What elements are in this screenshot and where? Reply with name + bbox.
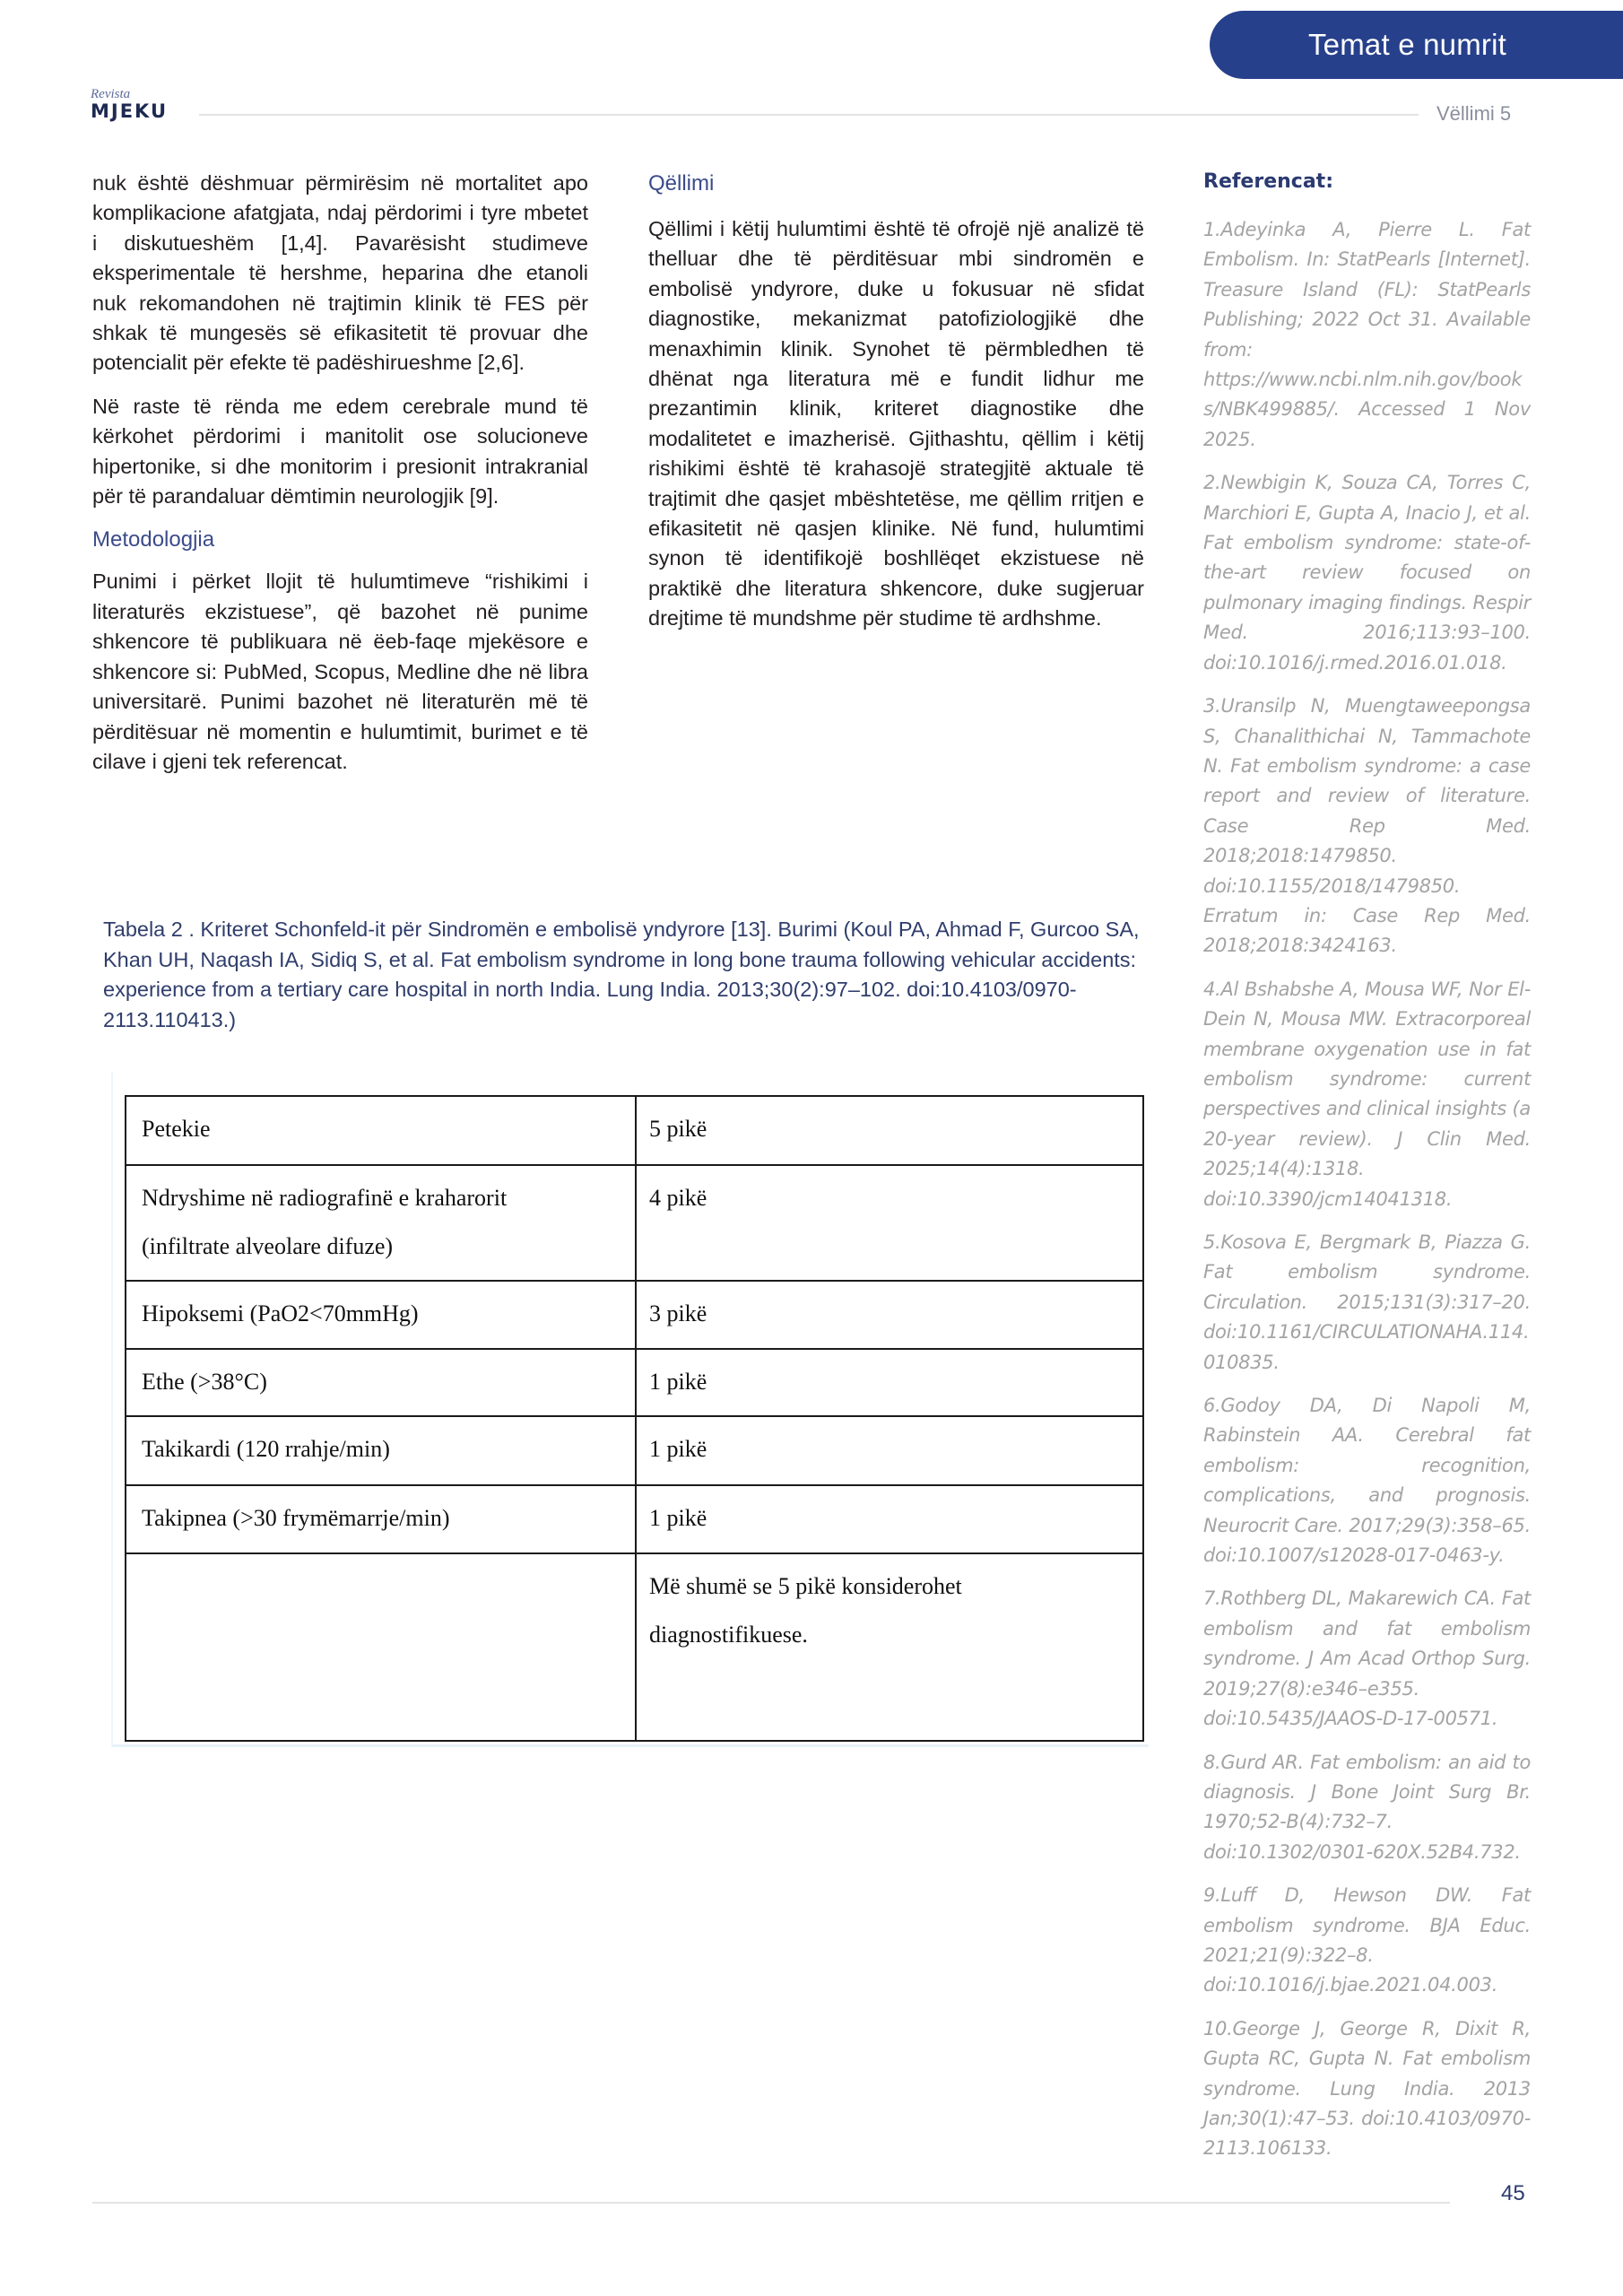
reference-item: 9.Luff D, Hewson DW. Fat embolism syndrome. BJA Educ. 2021;21(9):322–8. doi:10.1016/j.bjae.2021.04.003.: [1203, 1884, 1531, 1996]
paragraph: Qëllimi i këtij hulumtimi është të ofrojë një analizë të thelluar dhe të përditësuar mbi sindromën e embolisë yndyrore, duke u fokusuar në sfidat diagnostike, mekanizmat patofiziologjikë dhe menaxhimin klinik. Synohet të përmbledhen të dhënat nga literatura më e fundit lidhur me prezantimin klinik, kriteret diagnostike dhe modalitetet e imazherisë. Gjithashtu, qëllim i këtij rishikimi është të krahasojë strategjitë aktuale të trajtimit dhe qasjet mbështetëse, me qëllim rritjen e efikasitetit në qasjen klinike. Në fund, hulumtimi synon të identifikojë boshllëqet ekzistuese në praktikë dhe literatura shkencore, duke sugjeruar drejtime të mundshme për studime të ardhshme.: [648, 217, 1144, 631]
criterion-cell: [126, 1485, 636, 1553]
table-row: [126, 1416, 1143, 1485]
reference-item: 8.Gurd AR. Fat embolism: an aid to diagnosis. J Bone Joint Surg Br. 1970;52-B(4):732–7. doi:10.1302/0301-620X.52B4.732.: [1203, 1751, 1531, 1863]
criterion-cell: [126, 1416, 636, 1485]
table-row: [126, 1165, 1143, 1281]
criterion-cell: [126, 1349, 636, 1416]
logo-title: MJEKU: [91, 100, 169, 122]
paragraph: Punimi i përket llojit të hulumtimeve “rishikimi i literaturës ekzistuese”, që bazohet në punime shkencore të publikuara në ëeb-faqe mjekësore e shkencore si: PubMed, Scopus, Medline dhe në libra universitarë. Punimi bazohet në literaturën më të përditësuar në momentin e hulumtimit, burimet e të cilave i gjeni tek referencat.: [92, 570, 588, 773]
footer-divider: [92, 2202, 1450, 2204]
criterion-cell: [126, 1165, 636, 1281]
criterion-text: Takipnea (>30 frymëmarrje/min): [142, 1505, 450, 1531]
points-cell: [636, 1096, 1143, 1165]
table-caption: Tabela 2 . Kriteret Schonfeld-it për Sindromën e embolisë yndyrore [13]. Burimi (Koul PA, Ahmad F, Gurcoo SA, Khan UH, Naqash IA, Sidiq S, et al. Fat embolism syndrome in long bone trauma following vehicular accidents: experience from a tertiary care hospital in north India. Lung India. 2013;30(2):97–102. doi:10.4103/0970-2113.110413.): [103, 918, 1140, 1031]
criterion-text-line2: (infiltrate alveolare difuze): [142, 1233, 394, 1259]
threshold-text-line2: diagnostifikuese.: [649, 1622, 808, 1648]
points-cell: [636, 1553, 1143, 1741]
points-cell: [636, 1281, 1143, 1349]
points-text: 5 pikë: [649, 1116, 707, 1142]
reference-item: 5.Kosova E, Bergmark B, Piazza G. Fat embolism syndrome. Circulation. 2015;131(3):317–20. doi:10.1161/CIRCULATIONAHA.114.010835.: [1203, 1231, 1531, 1373]
reference-item: 4.Al Bshabshe A, Mousa WF, Nor El-Dein N, Mousa MW. Extracorporeal membrane oxygenation use in fat embolism syndrome: current perspectives and clinical insights (a 20-year review). J Clin Med. 2025;14(4):1318. doi:10.3390/jcm14041318.: [1203, 978, 1531, 1210]
references-column: [1203, 169, 1531, 2178]
middle-column: [648, 169, 1144, 648]
page-number: 45: [1501, 2181, 1525, 2205]
left-column: [92, 169, 588, 790]
logo-subtitle: Revista: [91, 87, 131, 101]
volume-label: Vëllimi 5: [1436, 102, 1512, 125]
criterion-cell: [126, 1096, 636, 1165]
reference-item: 10.George J, George R, Dixit R, Gupta RC, Gupta N. Fat embolism syndrome. Lung India. 2013 Jan;30(1):47–53. doi:10.4103/0970-2113.106133.: [1203, 2017, 1531, 2160]
references-heading: Referencat:: [1203, 170, 1333, 193]
criterion-cell-empty: [126, 1553, 636, 1741]
table-row: [126, 1096, 1143, 1165]
criterion-text: Hipoksemi (PaO2<70mmHg): [142, 1300, 419, 1326]
reference-item: 2.Newbigin K, Souza CA, Torres C, Marchiori E, Gupta A, Inacio J, et al. Fat embolism syndrome: state-of-the-art review focused on pulmonary imaging findings. Respir Med. 2016;113:93–100. doi:10.1016/j.rmed.2016.01.018.: [1203, 472, 1531, 674]
section-heading-methodology: Metodologjia: [92, 527, 215, 552]
reference-item: 3.Uransilp N, Muengtaweepongsa S, Chanalithichai N, Tammachote N. Fat embolism syndrome: a case report and review of literature. Case Rep Med. 2018;2018:1479850. doi:10.1155/2018/1479850. Erratum in: Case Rep Med. 2018;2018:3424163.: [1203, 695, 1531, 957]
table-row: [126, 1281, 1143, 1349]
points-cell: [636, 1416, 1143, 1485]
reference-item: 7.Rothberg DL, Makarewich CA. Fat embolism and fat embolism syndrome. J Am Acad Orthop Surg. 2019;27(8):e346–e355. doi:10.5435/JAAOS-D-17-00571.: [1203, 1587, 1531, 1730]
journal-logo: [91, 88, 168, 121]
points-cell: [636, 1349, 1143, 1416]
criterion-text: Ndryshime në radiografinë e kraharorit: [142, 1185, 508, 1211]
criterion-text: Petekie: [142, 1116, 211, 1142]
section-tab-label: Temat e numrit: [1307, 28, 1507, 61]
paragraph: nuk është dëshmuar përmirësim në mortalitet apo komplikacione afatgjata, ndaj përdorimi i tyre mbetet i diskutueshëm [1,4]. Pavarësisht studimeve eksperimentale të hershme, heparina dhe etanoli nuk rekomandohen në trajtimin klinik të FES për shkak të mungesës së efikasitetit të provuar dhe potencialit për efekte të padëshirueshme [2,6].: [92, 171, 588, 375]
criterion-cell: [126, 1281, 636, 1349]
points-text: 1 pikë: [649, 1505, 707, 1531]
criterion-text: Takikardi (120 rrahje/min): [142, 1436, 390, 1462]
points-cell: [636, 1485, 1143, 1553]
header-divider: [199, 114, 1419, 116]
points-text: 1 pikë: [649, 1436, 707, 1462]
reference-item: 1.Adeyinka A, Pierre L. Fat Embolism. In: StatPearls [Internet]. Treasure Island (FL): StatPearls Publishing; 2022 Oct 31. Available from: https://www.ncbi.nlm.nih.gov/books/NBK499885/. Accessed 1 Nov 2025.: [1203, 219, 1531, 450]
section-tab: [1210, 11, 1623, 79]
paragraph: Në raste të rënda me edem cerebrale mund të kërkohet përdorimi i manitolit ose solucioneve hipertonike, si dhe monitorim i presionit intrakranial për të parandaluar dëmtimin neurologjik [9].: [92, 394, 588, 509]
points-text: 1 pikë: [649, 1369, 707, 1395]
reference-item: 6.Godoy DA, Di Napoli M, Rabinstein AA. Cerebral fat embolism: recognition, complications, and prognosis. Neurocrit Care. 2017;29(3):358–65. doi:10.1007/s12028-017-0463-y.: [1203, 1395, 1531, 1567]
threshold-text: Më shumë se 5 pikë konsiderohet: [649, 1573, 962, 1599]
table-row: [126, 1553, 1143, 1741]
points-text: 3 pikë: [649, 1300, 707, 1326]
section-heading-aim: Qëllimi: [648, 171, 715, 196]
points-cell: [636, 1165, 1143, 1281]
table-row: [126, 1349, 1143, 1416]
schonfeld-criteria-table: [125, 1095, 1144, 1742]
table-row: [126, 1485, 1143, 1553]
points-text: 4 pikë: [649, 1185, 707, 1211]
criterion-text: Ethe (>38°C): [142, 1369, 267, 1395]
